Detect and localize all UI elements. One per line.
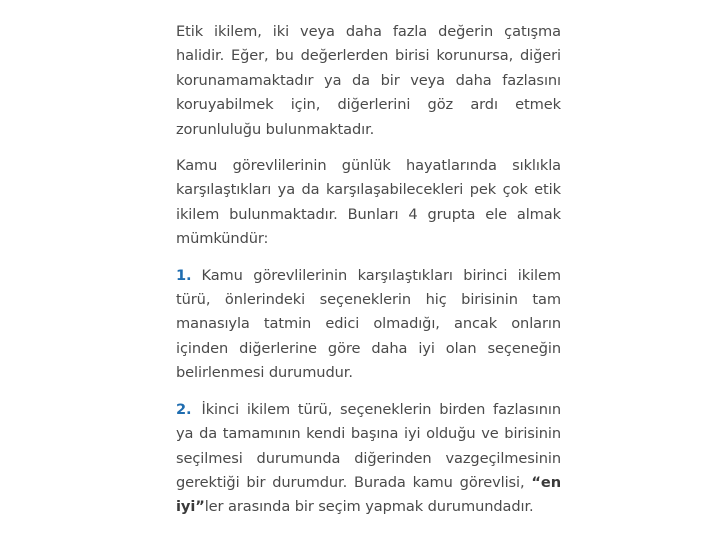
paragraph-intro: Kamu görevlilerinin günlük hayatlarında sıklıkla karşılaştıkları ya da karşılaşabilecekleri pek çok etik ikilem bulunmaktadır. Bunları 4 grupta ele almak mümkündür: bbox=[176, 157, 561, 248]
emphasis-en-iyi: “en iyi” bbox=[176, 473, 561, 516]
list-text-2a: İkinci ikilem türü, seçeneklerin birden fazlasının ya da tamamının kendi başına iyi olduğu ve birisinin seçilmesi durumunda diğerinden vazgeçilmesinin gerektiği bir durumdur. Burada kamu görevlisi, bbox=[176, 400, 561, 491]
list-number-2: 2. bbox=[176, 400, 192, 418]
list-number-1: 1. bbox=[176, 266, 192, 284]
paragraph-definition: Etik ikilem, iki veya daha fazla değerin çatışma halidir. Eğer, bu değerlerden birisi korunursa, diğeri korunamamaktadır ya da bir veya daha fazlasını koruyabilmek için, diğerlerini göz ardı etmek zorunluluğu bulunmaktadır. bbox=[176, 23, 561, 138]
document-body bbox=[176, 20, 561, 532]
list-text-2b: ler arasında bir seçim yapmak durumundadır. bbox=[204, 498, 534, 516]
list-item-1 bbox=[176, 264, 561, 386]
list-item-2 bbox=[176, 398, 561, 520]
list-text-1: Kamu görevlilerinin karşılaştıkları birinci ikilem türü, önlerindeki seçeneklerin hiç birisinin tam manasıyla tatmin edici olmadığı, ancak onların içinden diğerlerine göre daha iyi olan seçeneğin belirlenmesi durumudur. bbox=[176, 266, 561, 382]
